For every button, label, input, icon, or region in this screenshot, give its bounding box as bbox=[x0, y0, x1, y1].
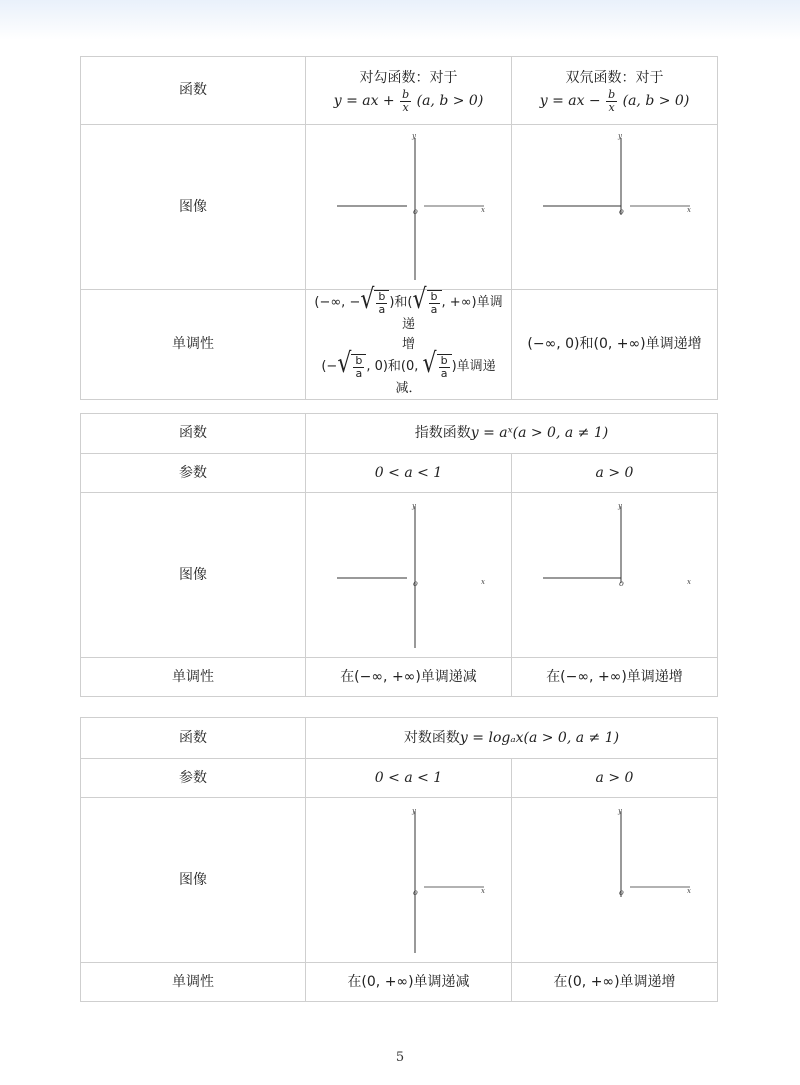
exp-function-cell: 指数函数y = aˣ(a > 0, a ≠ 1) bbox=[306, 414, 718, 454]
row-label-monotonicity: 单调性 bbox=[81, 963, 306, 1002]
graph-cell bbox=[306, 125, 512, 290]
y-axis-label: y bbox=[618, 806, 622, 815]
y-axis-label: y bbox=[412, 131, 416, 140]
cell-double-function bbox=[512, 57, 718, 125]
graph-cell bbox=[306, 798, 512, 963]
table-row bbox=[81, 290, 718, 400]
cell-hook-function bbox=[306, 57, 512, 125]
coordinate-axes-figure bbox=[312, 803, 512, 958]
row-label-monotonicity: 单调性 bbox=[81, 658, 306, 697]
log-mono-2: 在(0, +∞)单调递增 bbox=[512, 963, 718, 1002]
row-label-graph: 图像 bbox=[81, 798, 306, 963]
coordinate-axes-figure bbox=[518, 803, 718, 958]
table-row bbox=[81, 718, 718, 759]
table-row bbox=[81, 414, 718, 454]
graph-cell bbox=[306, 493, 512, 658]
coordinate-axes-figure bbox=[312, 130, 512, 285]
row-label-parameter: 参数 bbox=[81, 454, 306, 493]
table-exponential bbox=[80, 413, 718, 697]
log-function-cell: 对数函数y = logₐx(a > 0, a ≠ 1) bbox=[306, 718, 718, 759]
graph-cell bbox=[512, 493, 718, 658]
exp-mono-2: 在(−∞, +∞)单调递增 bbox=[512, 658, 718, 697]
param-cell-2: a > 0 bbox=[512, 759, 718, 798]
row-label-function: 函数 bbox=[81, 57, 306, 125]
sqrt-expression: √ $\frac{b}{a}$ bbox=[423, 354, 452, 379]
origin-label: o bbox=[619, 578, 624, 588]
table-row bbox=[81, 125, 718, 290]
y-axis-label: y bbox=[618, 501, 622, 510]
graph-cell bbox=[512, 125, 718, 290]
row-label-function: 函数 bbox=[81, 414, 306, 454]
x-axis-label: x bbox=[481, 577, 485, 586]
double-monotonicity: (−∞, 0)和(0, +∞)单调递增 bbox=[512, 290, 718, 400]
fraction: $\frac{b}{x}$ bbox=[608, 87, 616, 114]
table-row bbox=[81, 658, 718, 697]
row-label-monotonicity: 单调性 bbox=[81, 290, 306, 400]
origin-label: o bbox=[413, 578, 418, 588]
origin-label: o bbox=[619, 887, 624, 897]
fraction: $\frac{b}{x}$ bbox=[402, 87, 410, 114]
y-axis-label: y bbox=[412, 501, 416, 510]
x-axis-label: x bbox=[481, 886, 485, 895]
y-axis-label: y bbox=[412, 806, 416, 815]
x-axis-label: x bbox=[687, 205, 691, 214]
table-row bbox=[81, 454, 718, 493]
row-label-graph: 图像 bbox=[81, 493, 306, 658]
table-row bbox=[81, 798, 718, 963]
x-axis-label: x bbox=[687, 577, 691, 586]
table-row bbox=[81, 493, 718, 658]
log-mono-1: 在(0, +∞)单调递减 bbox=[306, 963, 512, 1002]
sqrt-expression: √ $\frac{b}{a}$ bbox=[360, 290, 389, 315]
double-head-text: 双氘函数：对于 bbox=[565, 69, 664, 86]
y-axis-label: y bbox=[618, 131, 622, 140]
origin-label: o bbox=[413, 206, 418, 216]
param-cell-1: 0 < a < 1 bbox=[306, 759, 512, 798]
coordinate-axes-figure bbox=[312, 498, 512, 653]
origin-label: o bbox=[619, 206, 624, 216]
graph-cell bbox=[512, 798, 718, 963]
page-number: 5 bbox=[395, 1050, 405, 1065]
header-band bbox=[0, 0, 800, 40]
sqrt-expression: √ $\frac{b}{a}$ bbox=[413, 290, 442, 315]
table-row bbox=[81, 963, 718, 1002]
x-axis-label: x bbox=[687, 886, 691, 895]
row-label-parameter: 参数 bbox=[81, 759, 306, 798]
coordinate-axes-figure bbox=[518, 130, 718, 285]
row-label-function: 函数 bbox=[81, 718, 306, 759]
coordinate-axes-figure bbox=[518, 498, 718, 653]
table-row bbox=[81, 57, 718, 125]
origin-label: o bbox=[413, 887, 418, 897]
x-axis-label: x bbox=[481, 205, 485, 214]
sqrt-expression: √ $\frac{b}{a}$ bbox=[337, 354, 366, 379]
table-logarithmic bbox=[80, 717, 718, 1002]
hook-head-text: 对勾函数：对于 bbox=[359, 69, 458, 86]
table-row bbox=[81, 759, 718, 798]
row-label-graph: 图像 bbox=[81, 125, 306, 290]
hook-formula: y = ax + $\frac{b}{x}$ (a, b > 0) bbox=[333, 87, 484, 114]
double-formula: y = ax − $\frac{b}{x}$ (a, b > 0) bbox=[539, 87, 690, 114]
table-hook-functions bbox=[80, 56, 718, 400]
hook-monotonicity: (−∞, − √ $\frac{b}{a}$ )和( √ $\frac{b}{a}$ , +∞)单调递 增 (− √ $\frac{b}{a}$ , 0)和(0, √ $\frac{b}{a}$ )单调递减． bbox=[306, 290, 512, 400]
exp-mono-1: 在(−∞, +∞)单调递减 bbox=[306, 658, 512, 697]
param-cell-1: 0 < a < 1 bbox=[306, 454, 512, 493]
param-cell-2: a > 0 bbox=[512, 454, 718, 493]
